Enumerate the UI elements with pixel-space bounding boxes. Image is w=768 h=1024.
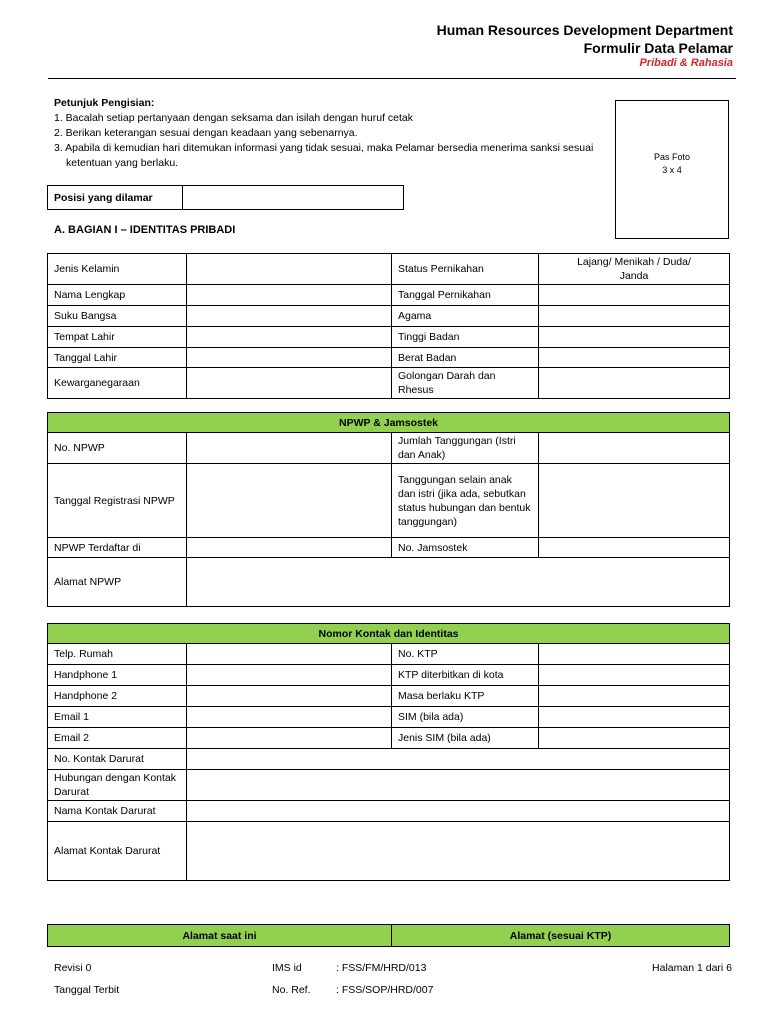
section-a-title: A. BAGIAN I – IDENTITAS PRIBADI bbox=[54, 224, 236, 236]
field-input[interactable] bbox=[187, 464, 392, 538]
field-label: No. NPWP bbox=[48, 433, 187, 464]
field-label: Email 2 bbox=[48, 728, 187, 749]
field-label: Agama bbox=[392, 306, 539, 327]
field-label: Handphone 2 bbox=[48, 686, 187, 707]
field-input[interactable] bbox=[539, 306, 730, 327]
field-label: Alamat NPWP bbox=[48, 558, 187, 607]
page-number: Halaman 1 dari 6 bbox=[652, 962, 732, 974]
field-label: Handphone 1 bbox=[48, 665, 187, 686]
field-label: Tanggal Pernikahan bbox=[392, 285, 539, 306]
field-input[interactable] bbox=[539, 728, 730, 749]
current-address-header: Alamat saat ini bbox=[48, 925, 392, 947]
marital-status-options[interactable]: Lajang/ Menikah / Duda/ Janda bbox=[539, 254, 730, 285]
contact-section-header: Nomor Kontak dan Identitas bbox=[48, 624, 730, 644]
field-input[interactable] bbox=[539, 538, 730, 558]
instruction-item: 2. Berikan keterangan sesuai dengan keadaan yang sebenarnya. bbox=[54, 127, 358, 139]
ref-label: No. Ref. bbox=[272, 984, 311, 996]
instruction-item: 3. Apabila di kemudian hari ditemukan informasi yang tidak sesuai, maka Pelamar bersedia menerima sanksi sesuai ketentuan yang berlaku. bbox=[54, 142, 594, 169]
position-label: Posisi yang dilamar bbox=[48, 186, 183, 210]
revision-label: Revisi 0 bbox=[54, 962, 92, 974]
ktp-address-header: Alamat (sesuai KTP) bbox=[392, 925, 730, 947]
position-table bbox=[47, 185, 404, 210]
field-input[interactable] bbox=[187, 327, 392, 348]
npwp-address-input[interactable] bbox=[187, 558, 730, 607]
field-label: Jenis Kelamin bbox=[48, 254, 187, 285]
field-label: Nama Lengkap bbox=[48, 285, 187, 306]
instruction-item: 1. Bacalah setiap pertanyaan dengan seksama dan isilah dengan huruf cetak bbox=[54, 112, 413, 124]
field-input[interactable] bbox=[187, 306, 392, 327]
field-label: Email 1 bbox=[48, 707, 187, 728]
field-input[interactable] bbox=[539, 327, 730, 348]
field-label: Telp. Rumah bbox=[48, 644, 187, 665]
field-input[interactable] bbox=[187, 538, 392, 558]
issue-date-label: Tanggal Terbit bbox=[54, 984, 120, 996]
ims-id-label: IMS id bbox=[272, 962, 302, 974]
photo-box[interactable] bbox=[615, 100, 729, 239]
classification-label: Pribadi & Rahasia bbox=[639, 57, 733, 69]
field-input[interactable] bbox=[539, 707, 730, 728]
ref-value: : FSS/SOP/HRD/007 bbox=[336, 984, 434, 996]
field-input[interactable] bbox=[539, 348, 730, 368]
identity-table bbox=[47, 253, 730, 399]
field-input[interactable] bbox=[187, 749, 730, 770]
field-input[interactable] bbox=[187, 368, 392, 399]
field-label: Suku Bangsa bbox=[48, 306, 187, 327]
field-label: Status Pernikahan bbox=[392, 254, 539, 285]
field-input[interactable] bbox=[187, 348, 392, 368]
instructions bbox=[54, 96, 614, 171]
field-input[interactable] bbox=[539, 686, 730, 707]
field-label: Nama Kontak Darurat bbox=[48, 801, 187, 822]
field-label: Jumlah Tanggungan (Istri dan Anak) bbox=[392, 433, 539, 464]
field-input[interactable] bbox=[539, 433, 730, 464]
field-label: No. KTP bbox=[392, 644, 539, 665]
field-input[interactable] bbox=[539, 644, 730, 665]
field-label: Jenis SIM (bila ada) bbox=[392, 728, 539, 749]
field-input[interactable] bbox=[187, 801, 730, 822]
field-label: Kewarganegaraan bbox=[48, 368, 187, 399]
field-label: Tanggal Lahir bbox=[48, 348, 187, 368]
field-label: Masa berlaku KTP bbox=[392, 686, 539, 707]
field-input[interactable] bbox=[187, 728, 392, 749]
field-input[interactable] bbox=[187, 822, 730, 881]
field-input[interactable] bbox=[187, 770, 730, 801]
field-input[interactable] bbox=[539, 665, 730, 686]
photo-label: Pas Foto bbox=[653, 152, 691, 162]
field-input[interactable] bbox=[187, 285, 392, 306]
npwp-section-header: NPWP & Jamsostek bbox=[48, 413, 730, 433]
ims-id-value: : FSS/FM/HRD/013 bbox=[336, 962, 427, 974]
field-label: Tanggungan selain anak dan istri (jika ada, sebutkan status hubungan dan bentuk tanggungan) bbox=[392, 464, 539, 538]
field-label: Tempat Lahir bbox=[48, 327, 187, 348]
field-input[interactable] bbox=[187, 686, 392, 707]
field-label: Tinggi Badan bbox=[392, 327, 539, 348]
field-input[interactable] bbox=[187, 665, 392, 686]
field-label: Berat Badan bbox=[392, 348, 539, 368]
field-input[interactable] bbox=[187, 433, 392, 464]
field-label: Golongan Darah dan Rhesus bbox=[392, 368, 539, 399]
instructions-title: Petunjuk Pengisian: bbox=[54, 97, 155, 109]
field-label: KTP diterbitkan di kota bbox=[392, 665, 539, 686]
photo-size: 3 x 4 bbox=[662, 165, 682, 175]
contact-table bbox=[47, 623, 730, 881]
field-label: SIM (bila ada) bbox=[392, 707, 539, 728]
field-input[interactable] bbox=[539, 464, 730, 538]
npwp-table bbox=[47, 412, 730, 607]
field-label: No. Kontak Darurat bbox=[48, 749, 187, 770]
department-title: Human Resources Development Department bbox=[436, 22, 733, 38]
field-label: Hubungan dengan Kontak Darurat bbox=[48, 770, 187, 801]
field-label: NPWP Terdaftar di bbox=[48, 538, 187, 558]
header-divider bbox=[48, 78, 736, 79]
field-label: Tanggal Registrasi NPWP bbox=[48, 464, 187, 538]
field-input[interactable] bbox=[187, 254, 392, 285]
field-label: Alamat Kontak Darurat bbox=[48, 822, 187, 881]
field-input[interactable] bbox=[539, 368, 730, 399]
field-input[interactable] bbox=[539, 285, 730, 306]
form-title: Formulir Data Pelamar bbox=[583, 40, 733, 56]
address-table bbox=[47, 924, 730, 947]
field-label: No. Jamsostek bbox=[392, 538, 539, 558]
position-input[interactable] bbox=[183, 186, 404, 210]
field-input[interactable] bbox=[187, 644, 392, 665]
field-input[interactable] bbox=[187, 707, 392, 728]
